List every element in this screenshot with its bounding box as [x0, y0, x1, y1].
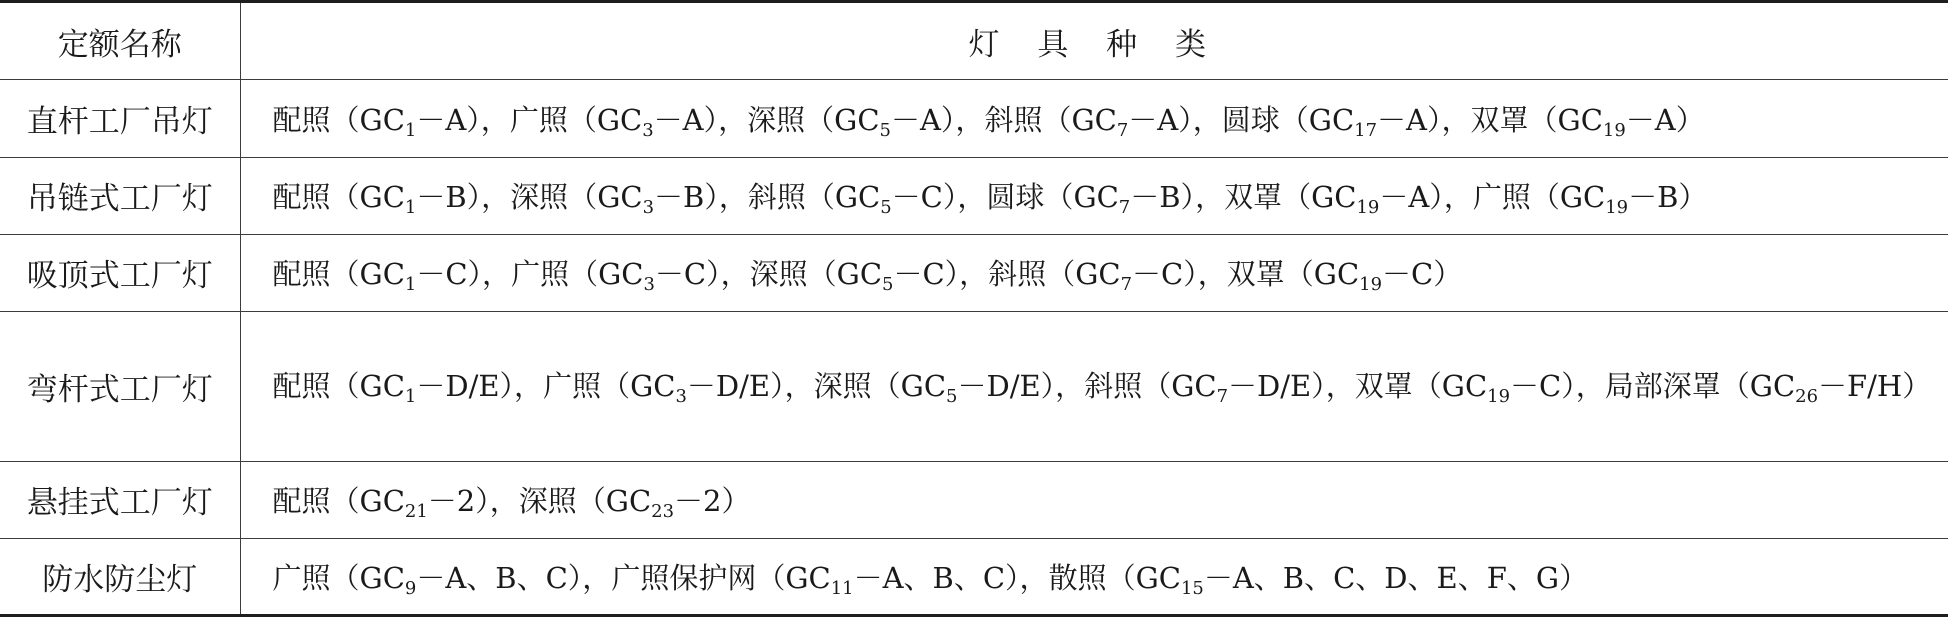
table-row: [0, 312, 1948, 461]
lamp-type-label: 深照: [518, 484, 577, 519]
model-variant: －A: [890, 103, 941, 138]
model-code: GC: [359, 257, 405, 292]
lamp-type-label: 配照: [272, 257, 331, 292]
lamp-type-label: 斜照: [747, 180, 806, 215]
model-code: GC: [597, 180, 643, 215]
model-number: 3: [643, 274, 655, 296]
model-code: GC: [359, 560, 405, 595]
lamp-type-item: 斜照$(GC_5-C)$: [747, 180, 958, 218]
table-row: [0, 538, 1948, 615]
lamp-type-label: 圆球: [986, 180, 1045, 215]
model-variant: －A、B、C: [416, 560, 568, 595]
lamp-type-label: 配照: [272, 369, 331, 404]
model-variant: －C: [1382, 257, 1434, 292]
lamp-type-item: 深照$(GC_5-A)$: [747, 103, 956, 141]
model-number: 5: [880, 197, 892, 218]
model-variant: －2: [674, 484, 722, 519]
lamp-type-item: 双罩$(GC_{19}-C)$: [1354, 369, 1576, 408]
lamp-type-item: 广照$(GC_3-A)$: [509, 103, 719, 141]
lamp-type-item: 配照$(GC_1-A)$: [272, 103, 481, 141]
model-variant: －D/E: [416, 369, 500, 404]
lamp-type-label: 深照: [813, 369, 872, 404]
model-code: GC: [1313, 257, 1360, 292]
lamp-type-item: 深照$(GC_5-D/E)$: [813, 369, 1056, 408]
lamp-type-item: 深照$(GC_3-B)$: [510, 180, 719, 218]
row-lamp-types: 配照$(GC_1-C)$，广照$(GC_3-C)$，深照$(GC_5-C)$，斜照$(GC_7-C)$，双罩$(GC_{19}-C)$: [240, 234, 1948, 311]
model-code: GC: [836, 257, 883, 292]
row-lamp-types: 配照$(GC_1-A)$，广照$(GC_3-A)$，深照$(GC_5-A)$，斜照$(GC_7-A)$，圆球$(GC_{17}-A)$，双罩$(GC_{19}-A)$: [240, 80, 1948, 157]
lamp-type-label: 配照: [272, 103, 331, 138]
model-variant: －B: [654, 180, 705, 215]
model-variant: －D/E: [1228, 369, 1312, 404]
model-number: 7: [1216, 386, 1229, 408]
model-code: GC: [1135, 560, 1181, 595]
table-row: [0, 461, 1948, 538]
lamp-type-item: 斜照$(GC_7-D/E)$: [1084, 369, 1326, 408]
table-row: [0, 80, 1948, 157]
header-row: [0, 2, 1948, 80]
lamp-type-label: 斜照: [984, 103, 1043, 138]
model-variant: －D/E: [957, 369, 1041, 404]
lamp-type-item: 广照$(GC_3-D/E)$: [543, 369, 785, 408]
row-name: 防水防尘灯: [0, 538, 240, 615]
model-code: GC: [1075, 257, 1121, 292]
lamp-type-label: 局部深罩: [1604, 369, 1721, 404]
lamp-type-item: 配照$(GC_1-C)$: [272, 257, 483, 296]
model-code: GC: [1441, 369, 1488, 404]
model-number: 19: [1602, 119, 1626, 141]
model-code: GC: [359, 369, 405, 404]
model-variant: －B: [1628, 180, 1679, 215]
header-lamp-types: 灯 具 种 类: [240, 2, 1948, 80]
header-quota-name: 定额名称: [0, 2, 240, 80]
lamp-type-item: 深照$(GC_5-C)$: [749, 257, 960, 296]
lamp-type-item: 局部深罩$(GC_{26}-F/H)$: [1604, 369, 1932, 408]
row-name: 吸顶式工厂灯: [0, 234, 240, 311]
model-variant: －B: [416, 180, 467, 215]
model-number: 7: [1118, 197, 1131, 218]
model-code: GC: [1171, 369, 1217, 404]
lamp-type-label: 配照: [272, 180, 331, 215]
model-code: GC: [598, 257, 644, 292]
lamp-type-label: 斜照: [1084, 369, 1143, 404]
row-name: 吊链式工厂灯: [0, 157, 240, 234]
model-code: GC: [605, 484, 652, 519]
model-variant: －A: [416, 103, 467, 138]
model-number: 5: [879, 119, 891, 141]
model-number: 15: [1180, 577, 1204, 599]
model-variant: －B: [1130, 180, 1181, 215]
row-lamp-types: 配照$(GC_1-B)$，深照$(GC_3-B)$，斜照$(GC_5-C)$，圆球$(GC_7-B)$，双罩$(GC_{19}-A)$，广照$(GC_{19}-B)$: [240, 157, 1948, 234]
lamp-type-item: 双罩$(GC_{19}-A)$: [1470, 103, 1705, 141]
model-number: 11: [830, 577, 854, 599]
lamp-type-item: 斜照$(GC_7-A)$: [984, 103, 1193, 141]
model-variant: －2: [427, 484, 476, 519]
model-variant: －C: [416, 257, 468, 292]
lamp-type-item: 双罩$(GC_{19}-C)$: [1226, 257, 1463, 296]
model-number: 3: [675, 386, 687, 408]
model-variant: －D/E: [686, 369, 771, 404]
model-code: GC: [630, 369, 676, 404]
model-number: 5: [946, 386, 958, 408]
model-code: GC: [1559, 180, 1606, 215]
row-name: 弯杆式工厂灯: [0, 312, 240, 461]
lamp-type-label: 圆球: [1221, 103, 1280, 138]
model-code: GC: [785, 560, 831, 595]
lamp-type-label: 广照: [511, 257, 570, 292]
lamp-type-item: 配照$(GC_1-D/E)$: [272, 369, 515, 408]
model-code: GC: [834, 180, 881, 215]
model-variant: －C: [1510, 369, 1562, 404]
row-name: 直杆工厂吊灯: [0, 80, 240, 157]
model-number: 19: [1356, 197, 1380, 218]
model-variant: －A: [1128, 103, 1179, 138]
model-variant: －A、B、C: [853, 560, 1006, 595]
row-name: 悬挂式工厂灯: [0, 461, 240, 538]
model-number: 1: [404, 274, 417, 296]
model-variant: －C: [893, 257, 945, 292]
lamp-type-label: 深照: [510, 180, 569, 215]
model-number: 19: [1359, 274, 1383, 296]
lamp-type-item: 配照$(GC_{21}-2)$: [272, 484, 490, 522]
model-variant: －C: [1132, 257, 1184, 292]
lamp-type-label: 配照: [272, 484, 331, 519]
model-code: GC: [359, 180, 405, 215]
model-code: GC: [1073, 180, 1119, 215]
lamp-type-label: 双罩: [1226, 257, 1285, 292]
model-code: GC: [900, 369, 947, 404]
lamp-type-label: 散照: [1048, 560, 1107, 595]
model-number: 7: [1120, 274, 1133, 296]
model-variant: －A: [1379, 180, 1430, 215]
table-row: [0, 234, 1948, 311]
lamp-type-label: 深照: [749, 257, 808, 292]
model-number: 3: [642, 119, 654, 141]
model-number: 1: [404, 119, 417, 141]
lamp-type-item: 散照（$GC_{15}-A$、B、C、D、E、F、G）: [1048, 560, 1588, 599]
model-number: 21: [404, 500, 428, 522]
model-variant: －A、B、C、D、E、F、G: [1203, 560, 1559, 595]
model-number: 26: [1795, 386, 1819, 408]
lamp-type-item: 圆球$(GC_7-B)$: [986, 180, 1196, 218]
lamp-type-item: 斜照$(GC_7-C)$: [988, 257, 1198, 296]
lamp-type-label: 广照: [1472, 180, 1531, 215]
model-number: 5: [882, 274, 894, 296]
model-code: GC: [1308, 103, 1355, 138]
lamp-type-label: 广照: [509, 103, 568, 138]
lamp-type-label: 斜照: [988, 257, 1047, 292]
row-lamp-types: 广照（$GC_9-A$、B、C），广照保护网（$GC_{11}-A$、B、C），散照（$GC_{15}-A$、B、C、D、E、F、G）: [240, 538, 1948, 615]
model-variant: －C: [654, 257, 707, 292]
model-code: GC: [1071, 103, 1117, 138]
lamp-type-item: 广照$(GC_3-C)$: [511, 257, 721, 296]
model-code: GC: [1557, 103, 1603, 138]
lamp-type-item: 双罩$(GC_{19}-A)$: [1224, 180, 1444, 218]
lamp-type-label: 广照: [272, 560, 331, 595]
lamp-type-label: 双罩: [1354, 369, 1413, 404]
lamp-type-label: 广照: [543, 369, 602, 404]
model-code: GC: [1749, 369, 1796, 404]
model-number: 9: [404, 577, 417, 599]
lamp-type-label: 双罩: [1224, 180, 1283, 215]
model-number: 7: [1116, 119, 1129, 141]
model-number: 19: [1605, 197, 1629, 218]
lamp-type-label: 双罩: [1470, 103, 1529, 138]
model-code: GC: [596, 103, 643, 138]
row-lamp-types: 配照$(GC_1-D/E)$，广照$(GC_3-D/E)$，深照$(GC_5-D/E)$，斜照$(GC_7-D/E)$，双罩$(GC_{19}-C)$，局部深罩$(GC_{26}-F/H)$: [240, 312, 1948, 461]
lamp-type-item: 广照保护网（$GC_{11}-A$、B、C）: [611, 560, 1020, 599]
model-code: GC: [359, 103, 405, 138]
lamp-type-label: 深照: [747, 103, 806, 138]
model-variant: －A: [1377, 103, 1427, 138]
lamp-type-item: 配照$(GC_1-B)$: [272, 180, 482, 218]
lamp-type-item: 圆球$(GC_{17}-A)$: [1221, 103, 1442, 141]
lamp-type-item: 广照（$GC_9-A$、B、C）: [272, 560, 583, 599]
lamp-type-label: 广照保护网: [611, 560, 757, 595]
lamp-type-item: 广照$(GC_{19}-B)$: [1472, 180, 1708, 218]
row-lamp-types: 配照$(GC_{21}-2)$，深照$(GC_{23}-2)$: [240, 461, 1948, 538]
model-number: 3: [642, 197, 654, 218]
model-code: GC: [1311, 180, 1357, 215]
model-variant: －A: [653, 103, 704, 138]
model-variant: －F/H: [1818, 369, 1903, 404]
model-variant: －A: [1625, 103, 1676, 138]
model-code: GC: [359, 484, 405, 519]
model-number: 23: [651, 500, 675, 522]
model-number: 1: [404, 197, 417, 218]
model-number: 17: [1354, 119, 1378, 141]
model-variant: －C: [891, 180, 943, 215]
table-row: [0, 157, 1948, 234]
model-number: 19: [1487, 386, 1511, 408]
lamp-type-item: 深照$(GC_{23}-2)$: [518, 484, 751, 522]
model-code: GC: [834, 103, 880, 138]
model-number: 1: [404, 386, 417, 408]
